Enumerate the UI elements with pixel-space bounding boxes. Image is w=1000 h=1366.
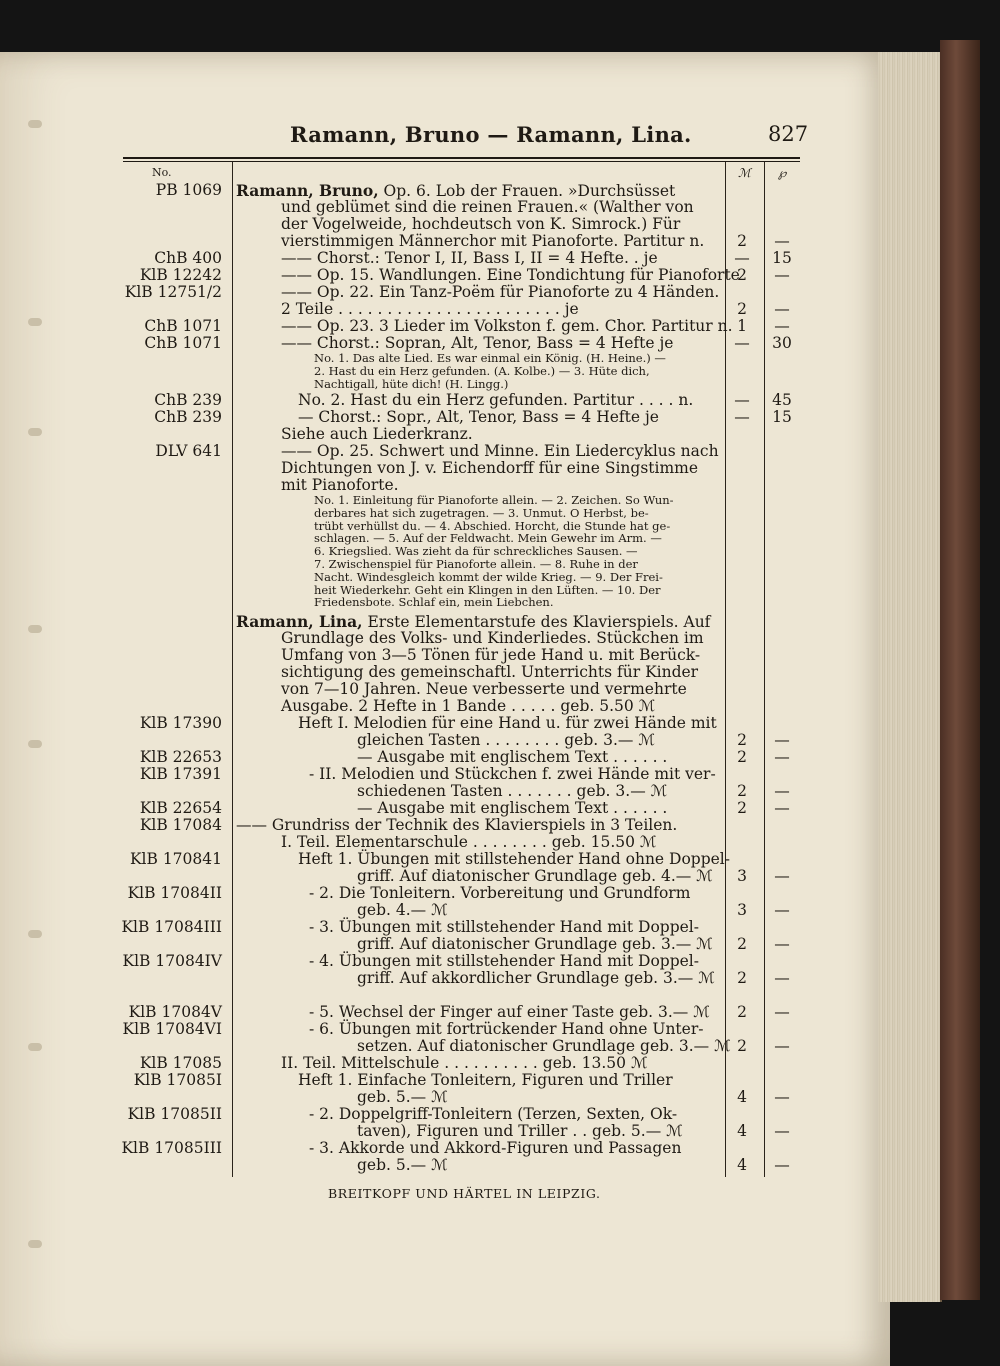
entry-text: Dichtungen von J. v. Eichendorff für eine Singstimme <box>281 459 699 477</box>
catalog-number: KlB 17390 <box>139 714 222 732</box>
entry-text: — Ausgabe mit englischem Text . . . . . . <box>357 748 668 766</box>
publisher-footer: BREITKOPF UND HÄRTEL IN LEIPZIG. <box>328 1186 601 1201</box>
price-mark: 2 <box>737 935 747 953</box>
price-pfennig: — <box>774 232 790 250</box>
price-pfennig: — <box>774 1088 790 1106</box>
catalog-number: KlB 12751/2 <box>124 283 222 301</box>
entry-text: - 3. Übungen mit stillstehender Hand mit Doppel- <box>309 918 699 936</box>
header-rule-thin <box>123 161 800 162</box>
entry-text: No. 2. Hast du ein Herz gefunden. Partitur . . . . n. <box>298 391 694 409</box>
entry-text: gleichen Tasten . . . . . . . . geb. 3.— ℳ <box>357 731 655 749</box>
entry-text: Grundlage des Volks- und Kinderliedes. Stückchen im <box>281 629 704 647</box>
price-pfennig: 30 <box>772 334 792 352</box>
price-pfennig: — <box>774 317 790 335</box>
catalog-number: KlB 170841 <box>129 850 222 868</box>
entry-text: Siehe auch Liederkranz. <box>281 425 473 443</box>
catalog-number: KlB 17084 <box>139 816 222 834</box>
price-pfennig: 45 <box>772 391 792 409</box>
entry-text: - 3. Akkorde und Akkord-Figuren und Passagen <box>309 1139 682 1157</box>
price-mark: 2 <box>737 748 747 766</box>
price-pfennig: — <box>774 300 790 318</box>
margin-mark <box>28 1043 42 1051</box>
price-pfennig: — <box>774 782 790 800</box>
catalog-number: ChB 239 <box>154 391 222 409</box>
entry-text: - 5. Wechsel der Finger auf einer Taste geb. 3.— ℳ <box>309 1003 710 1021</box>
price-mark: — <box>734 334 750 352</box>
price-mark: 2 <box>737 266 747 284</box>
price-mark: 3 <box>737 867 747 885</box>
price-pfennig: — <box>774 867 790 885</box>
price-pfennig: 15 <box>772 408 792 426</box>
price-pfennig: — <box>774 901 790 919</box>
entry-text: griff. Auf diatonischer Grundlage geb. 4.— ℳ <box>357 867 713 885</box>
price-pfennig: — <box>774 1156 790 1174</box>
price-mark: — <box>734 408 750 426</box>
price-pfennig: — <box>774 1003 790 1021</box>
catalog-number: KlB 17085III <box>121 1139 222 1157</box>
page-number: 827 <box>768 122 809 146</box>
price-mark: 1 <box>737 317 747 335</box>
entry-text: —— Op. 23. 3 Lieder im Volkston f. gem. Chor. Partitur n. <box>281 317 733 335</box>
price-mark: — <box>734 249 750 267</box>
price-pfennig: — <box>774 748 790 766</box>
catalog-number: KlB 17084II <box>127 884 222 902</box>
margin-mark <box>28 740 42 748</box>
margin-mark <box>28 318 42 326</box>
catalog-number: KlB 17391 <box>139 765 222 783</box>
margin-mark <box>28 930 42 938</box>
price-pfennig: — <box>774 935 790 953</box>
price-mark: — <box>734 391 750 409</box>
catalog-number: ChB 1071 <box>144 334 222 352</box>
catalog-number: ChB 239 <box>154 408 222 426</box>
entry-text: 2 Teile . . . . . . . . . . . . . . . . . . . . . . . je <box>281 300 579 318</box>
price-mark: 2 <box>737 969 747 987</box>
entry-text: Umfang von 3—5 Tönen für jede Hand u. mit Berück- <box>281 646 701 664</box>
entry-text: - 2. Die Tonleitern. Vorbereitung und Grundform <box>309 884 691 902</box>
entry-text: mit Pianoforte. <box>281 476 399 494</box>
price-mark: 4 <box>737 1088 747 1106</box>
entry-text: setzen. Auf diatonischer Grundlage geb. 3.— ℳ <box>357 1037 731 1055</box>
price-mark: 2 <box>737 1037 747 1055</box>
entry-text: der Vogelweide, hochdeutsch von K. Simrock.) Für <box>281 215 681 233</box>
price-mark: 4 <box>737 1122 747 1140</box>
catalog-number: KlB 22654 <box>139 799 222 817</box>
price-pfennig: — <box>774 266 790 284</box>
price-pfennig: 15 <box>772 249 792 267</box>
entry-text: — Ausgabe mit englischem Text . . . . . . <box>357 799 668 817</box>
catalog-number: ChB 1071 <box>144 317 222 335</box>
column-header-pfennig: ℘ <box>778 166 787 180</box>
column-header-no: No. <box>152 166 172 179</box>
column-divider <box>232 162 233 1177</box>
margin-mark <box>28 1240 42 1248</box>
catalog-number: KlB 17085II <box>127 1105 222 1123</box>
entry-text: Heft I. Melodien für eine Hand u. für zwei Hände mit <box>298 714 717 732</box>
entry-text: - 6. Übungen mit fortrückender Hand ohne Unter- <box>309 1020 704 1038</box>
entry-text: I. Teil. Elementarschule . . . . . . . . geb. 15.50 ℳ <box>281 833 657 851</box>
entry-text: geb. 5.— ℳ <box>357 1156 448 1174</box>
price-mark: 2 <box>737 731 747 749</box>
price-pfennig: — <box>774 1037 790 1055</box>
price-mark: 2 <box>737 782 747 800</box>
entry-text: und geblümet sind die reinen Frauen.« (Walther von <box>281 198 694 216</box>
catalog-number: KlB 12242 <box>139 266 222 284</box>
page-header <box>0 122 890 152</box>
entry-text: - 4. Übungen mit stillstehender Hand mit Doppel- <box>309 952 699 970</box>
entry-text: - 2. Doppelgriff-Tonleitern (Terzen, Sexten, Ok- <box>309 1105 678 1123</box>
catalog-number: DLV 641 <box>155 442 222 460</box>
entry-text: vierstimmigen Männerchor mit Pianoforte. Partitur n. <box>281 232 705 250</box>
price-mark: 2 <box>737 799 747 817</box>
margin-mark <box>28 428 42 436</box>
catalog-number: KlB 17085 <box>139 1054 222 1072</box>
entry-text: sichtigung des gemeinschaftl. Unterrichts für Kinder <box>281 663 699 681</box>
column-header-mark: ℳ <box>738 166 751 180</box>
entry-text: —— Chorst.: Sopran, Alt, Tenor, Bass = 4 Hefte je <box>281 334 674 352</box>
entry-text: schiedenen Tasten . . . . . . . geb. 3.— ℳ <box>357 782 668 800</box>
price-mark: 2 <box>737 1003 747 1021</box>
price-pfennig: — <box>774 1122 790 1140</box>
entry-text: taven), Figuren und Triller . . geb. 5.— ℳ <box>357 1122 683 1140</box>
entry-text: geb. 5.— ℳ <box>357 1088 448 1106</box>
header-rule <box>123 157 800 159</box>
price-mark: 4 <box>737 1156 747 1174</box>
price-pfennig: — <box>774 731 790 749</box>
entry-text: —— Op. 25. Schwert und Minne. Ein Liedercyklus nach <box>281 442 719 460</box>
entry-text: Heft 1. Übungen mit stillstehender Hand ohne Doppel- <box>298 850 731 868</box>
entry-text: —— Grundriss der Technik des Klavierspiels in 3 Teilen. <box>236 816 678 834</box>
entry-text: —— Op. 15. Wandlungen. Eine Tondichtung für Pianoforte <box>281 266 740 284</box>
entry-text: Ramann, Bruno, Op. 6. Lob der Frauen. »Durchsüsset <box>236 181 676 200</box>
price-mark: 3 <box>737 901 747 919</box>
price-mark: 2 <box>737 300 747 318</box>
price-mark: 2 <box>737 232 747 250</box>
page-title: Ramann, Bruno — Ramann, Lina. <box>290 122 692 147</box>
entry-text: Heft 1. Einfache Tonleitern, Figuren und Triller <box>298 1071 673 1089</box>
entry-text: geb. 4.— ℳ <box>357 901 448 919</box>
catalog-number: KlB 17084VI <box>122 1020 222 1038</box>
entry-text: Ramann, Lina, Erste Elementarstufe des Klavierspiels. Auf <box>236 612 711 631</box>
price-pfennig: — <box>774 969 790 987</box>
entry-text: - II. Melodien und Stückchen f. zwei Hände mit ver- <box>309 765 716 783</box>
entry-text: —— Chorst.: Tenor I, II, Bass I, II = 4 Hefte. . je <box>281 249 658 267</box>
entry-text: Ausgabe. 2 Hefte in 1 Bande . . . . . geb. 5.50 ℳ <box>281 697 656 715</box>
entry-text: griff. Auf akkordlicher Grundlage geb. 3.— ℳ <box>357 969 715 987</box>
entry-text: — Chorst.: Sopr., Alt, Tenor, Bass = 4 Hefte je <box>298 408 659 426</box>
catalog-number: KlB 17084III <box>121 918 222 936</box>
catalog-number: KlB 17085I <box>133 1071 222 1089</box>
catalog-number: KlB 22653 <box>139 748 222 766</box>
book-binding <box>940 40 980 1300</box>
price-pfennig: — <box>774 799 790 817</box>
catalog-number: KlB 17084V <box>128 1003 222 1021</box>
catalog-number: PB 1069 <box>155 181 222 199</box>
catalog-number: ChB 400 <box>154 249 222 267</box>
margin-mark <box>28 625 42 633</box>
catalog-number: KlB 17084IV <box>122 952 222 970</box>
entry-text: von 7—10 Jahren. Neue verbesserte und vermehrte <box>281 680 687 698</box>
entry-text: II. Teil. Mittelschule . . . . . . . . . . geb. 13.50 ℳ <box>281 1054 648 1072</box>
entry-text: —— Op. 22. Ein Tanz-Poëm für Pianoforte zu 4 Händen. <box>281 283 720 301</box>
entry-text: griff. Auf diatonischer Grundlage geb. 3.— ℳ <box>357 935 713 953</box>
page-edges <box>878 52 942 1302</box>
